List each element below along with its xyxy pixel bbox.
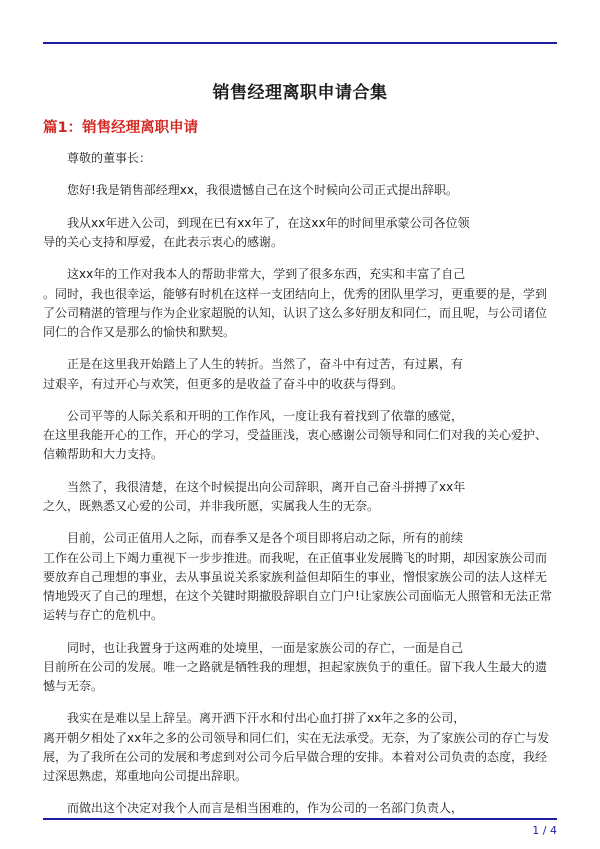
paragraph: 这xx年的工作对我本人的帮助非常大，学到了很多东西，充实和丰富了自己 。同时，我也很幸运，能够有时机在这样一支团结向上，优秀的团队里学习，更重要的是，学到了公司精湛的管理与作为企业家超脱的认知，认识了这么多好朋友和同仁，而且呢，与公司诸位同仁的合作又是那么的愉快和默契。 [43,267,548,339]
paragraph: 目前，公司正值用人之际，而春季又是各个项目即将启动之际，所有的前续 工作在公司上下竭力重视下一步步推进。而我呢，在正值事业发展腾飞的时期，却因家族公司而要放弃自己理想的事业，去从事虽说关系家族利益但却陌生的事业，憎恨家族公司的法人这样无情地毁灭了自己的理想，在这个关键时期撤股辞职自立门户!让家族公司面临无人照管和无法正常运转与存亡的危机中。 [43,531,552,623]
paragraph: 同时，也让我置身于这两难的处境里，一面是家族公司的存亡，一面是自己 目前所在公司的发展。唯一之路就是牺牲我的理想，担起家族负于的重任。留下我人生最大的遗憾与无奈。 [43,640,548,693]
header-rule [43,42,557,44]
page-number: 1 / 4 [532,824,557,837]
paragraph: 我从xx年进入公司，到现在已有xx年了，在这xx年的时间里承蒙公司各位领 导的关心支持和厚爱，在此表示衷心的感谢。 [43,215,470,249]
paragraph: 而做出这个决定对我个人而言是相当困难的，作为公司的一名部门负责人， [67,801,464,816]
paragraph: 您好!我是销售部经理xx，我很遗憾自己在这个时候向公司正式提出辞职。 [67,183,459,198]
salutation: 尊敬的董事长： [67,151,152,165]
paragraph: 我实在是难以呈上辞呈。离开洒下汗水和付出心血打拼了xx年之多的公司， 离开朝夕相处了xx年之多的公司领导和同仁们，实在无法承受。无奈，为了家族公司的存亡与发展，为了我所在公司的发展和考虑到对公司今后早做合理的安排。本着对公司负责的态度，我经过深思熟虑，郑重地向公司提出辞职。 [43,711,550,783]
document-title: 销售经理离职申请合集 [212,83,388,103]
paragraph: 正是在这里我开始踏上了人生的转折。当然了，奋斗中有过苦，有过累，有 过艰辛，有过开心与欢笑，但更多的是收益了奋斗中的收获与得到。 [43,357,464,391]
paragraph: 当然了，我很清楚，在这个时候提出向公司辞职，离开自己奋斗拼搏了xx年 之久，既熟悉又心爱的公司，并非我所愿，实属我人生的无奈。 [43,479,466,513]
paragraph: 公司平等的人际关系和开明的工作作风，一度让我有着找到了依靠的感觉， 在这里我能开心的工作，开心的学习，受益匪浅，衷心感谢公司领导和同仁们对我的关心爱护、信赖帮助和大力支持。 [43,408,548,462]
section-heading: 篇1：销售经理离职申请 [43,120,199,136]
body-text [43,149,557,832]
footer-rule [43,818,557,820]
